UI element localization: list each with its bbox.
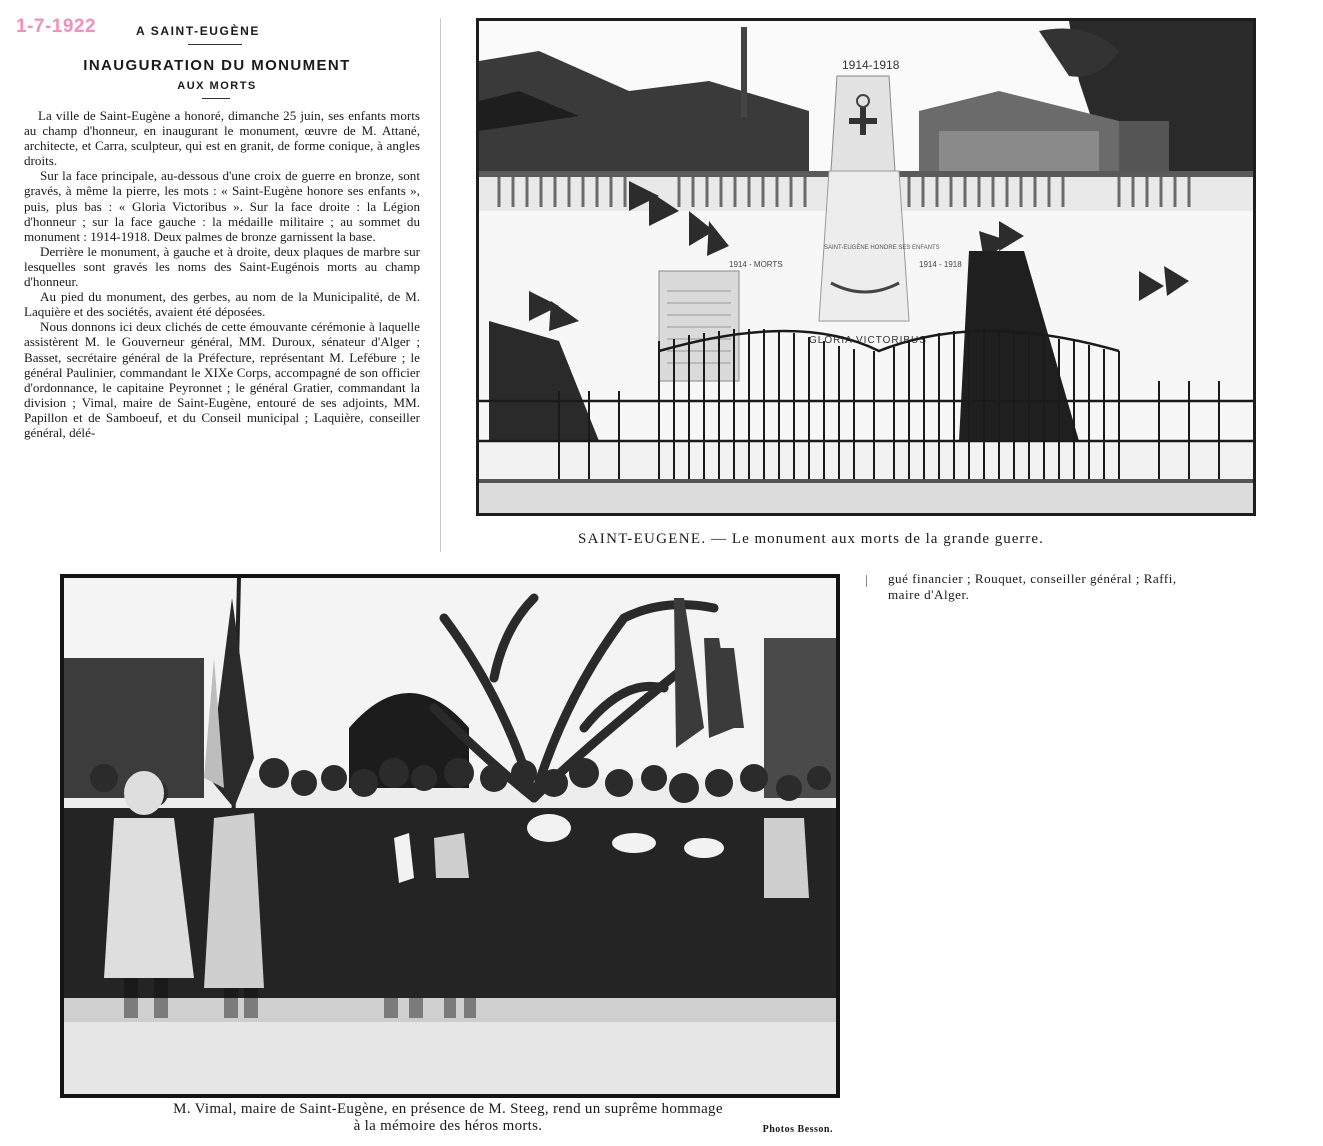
article-paragraph: La ville de Saint-Eugène a honoré, dimanche 25 juin, ses enfants morts au champ d'honneur, en inaugurant le monument, œuvre de M. Attané, architecte, et Carra, sculpteur, qui est en granit, de forme conique, à angles droits. <box>24 108 420 169</box>
ceremony-illustration <box>64 578 836 1094</box>
title-divider <box>188 44 242 45</box>
continuation-marker <box>866 575 867 587</box>
article-body <box>24 108 420 440</box>
monument-inscription: SAINT-EUGÈNE HONORE SES ENFANTS <box>824 245 940 251</box>
section-title: A SAINT-EUGÈNE <box>136 24 260 38</box>
photo-credit: Photos Besson. <box>762 1124 833 1135</box>
ceremony-caption-line: à la mémoire des héros morts. <box>353 1118 543 1134</box>
gloria-inscription: GLORIA VICTORIBUS <box>809 335 927 346</box>
article-paragraph: Sur la face principale, au-dessous d'une croix de guerre en bronze, sont gravés, à même la pierre, les mots : « Saint-Eugène honore ses enfants », puis, plus bas : « Gloria Victoribus ». Sur la face droite : la Légion d'honneur ; sur la face gauche : la médaille militaire ; au sommet du monument : 1914-1918. Deux palmes de bronze garnissent la base. <box>24 168 420 244</box>
article-paragraph: Derrière le monument, à gauche et à droite, deux plaques de marbre sur lesquelles sont gravés les noms des Saint-Eugénois morts au champ d'honneur. <box>24 243 420 290</box>
monument-caption-text: — Le monument aux morts de la grande guerre. <box>711 531 1044 547</box>
monument-caption <box>578 531 1044 548</box>
article-paragraph: Nous donnons ici deux clichés de cette émouvante cérémonie à laquelle assistèrent M. le Gouverneur général, MM. Duroux, sénateur d'Alger ; Basset, secrétaire général de la Préfecture, représentant M. Lefébure ; le général Paulinier, commandant le XIXe Corps, accompagné de son officier d'ordonnance, le capitaine Peyronnet ; le général Gratier, commandant la division ; Vimal, maire de Saint-Eugène, entouré de ses adjoints, MM. Papillon et de Samboeuf, et du Conseil municipal ; Laquière, conseiller général, délé- <box>24 319 420 440</box>
monument-photo <box>476 18 1256 516</box>
article-headline: INAUGURATION DU MONUMENT <box>83 57 351 74</box>
plaque-right-label: 1914 - 1918 <box>919 260 962 269</box>
monument-illustration <box>479 21 1253 513</box>
date-stamp: 1-7-1922 <box>16 16 97 37</box>
ceremony-photo <box>60 574 840 1098</box>
article-paragraph: Au pied du monument, des gerbes, au nom de la Municipalité, de M. Laquière et des sociétés, avaient été déposées. <box>24 289 420 320</box>
continuation-line: gué financier ; Rouquet, conseiller général ; Raffi, <box>888 571 1177 586</box>
plaque-left-label: 1914 - MORTS <box>729 260 783 269</box>
obelisk-date: 1914-1918 <box>842 58 900 72</box>
ceremony-caption-line: M. Vimal, maire de Saint-Eugène, en présence de M. Steeg, rend un suprême hommage <box>173 1101 723 1117</box>
article-subheadline: AUX MORTS <box>177 80 257 92</box>
column-divider <box>440 18 441 552</box>
monument-caption-place: SAINT-EUGENE. <box>578 531 707 547</box>
article-continuation <box>872 571 1284 603</box>
ceremony-caption <box>60 1101 836 1135</box>
subheadline-divider <box>202 98 230 99</box>
continuation-line: maire d'Alger. <box>888 587 970 602</box>
